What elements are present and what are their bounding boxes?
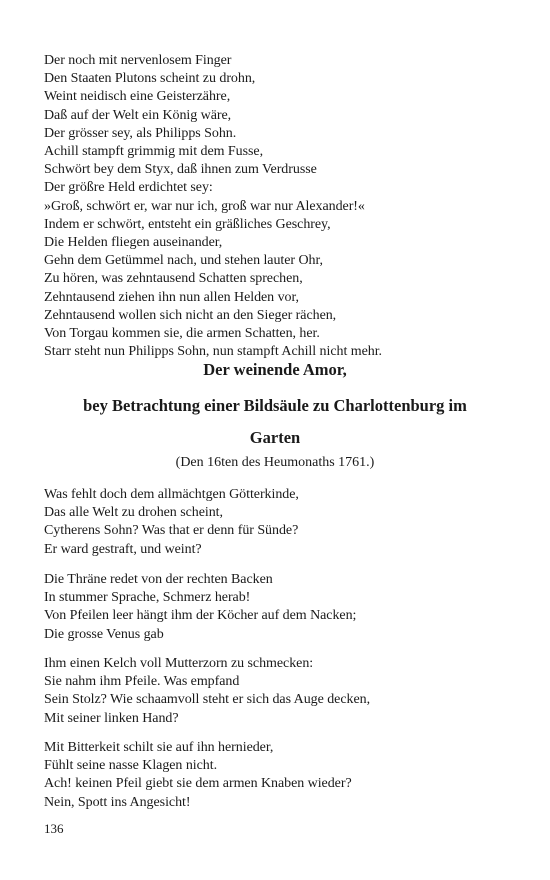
verse-line: Die Helden fliegen auseinander, bbox=[44, 235, 223, 251]
verse-line: Ihm einen Kelch voll Mutterzorn zu schmecken: bbox=[44, 656, 314, 671]
verse-line: Er ward gestraft, und weint? bbox=[44, 541, 202, 557]
poem-title-continuation: bey Betrachtung einer Bildsäule zu Charlottenburg im bbox=[83, 396, 467, 415]
poem-verse bbox=[44, 52, 382, 361]
verse-line: Daß auf der Welt ein König wäre, bbox=[44, 107, 232, 123]
stanza bbox=[44, 655, 370, 728]
verse-line: Weint neidisch eine Geisterzähre, bbox=[44, 89, 231, 105]
verse-line: Ach! keinen Pfeil giebt sie dem armen Knaben wieder? bbox=[44, 776, 352, 792]
verse-line: Sein Stolz? Wie schaamvoll steht er sich das Auge decken, bbox=[44, 692, 371, 708]
verse-line: Was fehlt doch dem allmächtgen Götterkinde, bbox=[44, 487, 299, 502]
stanza bbox=[44, 571, 356, 644]
verse-line: Der noch mit nervenlosem Finger bbox=[44, 53, 232, 68]
verse-line: Der größre Held erdichtet sey: bbox=[44, 180, 213, 196]
verse-line: Schwört bey dem Styx, daß ihnen zum Verdrusse bbox=[44, 162, 317, 178]
verse-line: Von Torgau kommen sie, die armen Schatten, her. bbox=[44, 326, 320, 342]
verse-line: Der grösser sey, als Philipps Sohn. bbox=[44, 125, 237, 141]
poem-title: Der weinende Amor, bbox=[203, 360, 347, 379]
verse-line: Indem er schwört, entsteht ein gräßliches Geschrey, bbox=[44, 216, 331, 232]
verse-line: Zu hören, was zehntausend Schatten sprechen, bbox=[44, 271, 303, 287]
verse-line: Die grosse Venus gab bbox=[44, 626, 164, 642]
verse-line: Achill stampft grimmig mit dem Fusse, bbox=[44, 144, 264, 160]
stanza bbox=[44, 486, 299, 559]
page-number: 136 bbox=[44, 821, 64, 836]
verse-line: Mit seiner linken Hand? bbox=[44, 710, 179, 726]
verse-line: Den Staaten Plutons scheint zu drohn, bbox=[44, 71, 256, 87]
verse-line: Von Pfeilen leer hängt ihm der Köcher auf dem Nacken; bbox=[44, 608, 357, 624]
verse-line: Cytherens Sohn? Was that er denn für Sünde? bbox=[44, 523, 299, 539]
verse-line: Sie nahm ihm Pfeile. Was empfand bbox=[44, 674, 240, 690]
verse-line: Fühlt seine nasse Klagen nicht. bbox=[44, 758, 218, 774]
verse-line: Starr steht nun Philipps Sohn, nun stampft Achill nicht mehr. bbox=[44, 344, 382, 360]
stanza bbox=[44, 739, 352, 812]
verse-line: In stummer Sprache, Schmerz herab! bbox=[44, 590, 251, 606]
poem-title-continuation: Garten bbox=[249, 428, 301, 447]
verse-line: Nein, Spott ins Angesicht! bbox=[44, 794, 191, 810]
verse-line: Das alle Welt zu drohen scheint, bbox=[44, 505, 223, 521]
verse-line: Zehntausend wollen sich nicht an den Sieger rächen, bbox=[44, 307, 337, 323]
verse-line: Gehn dem Getümmel nach, und stehen lauter Ohr, bbox=[44, 253, 323, 269]
poem-date-subtitle: (Den 16ten des Heumonaths 1761.) bbox=[175, 455, 375, 470]
verse-line: Mit Bitterkeit schilt sie auf ihn hernieder, bbox=[44, 740, 274, 755]
verse-line: Zehntausend ziehen ihn nun allen Helden vor, bbox=[44, 289, 299, 305]
verse-line: Die Thräne redet von der rechten Backen bbox=[44, 572, 273, 587]
verse-line: »Groß, schwört er, war nur ich, groß war nur Alexander!« bbox=[44, 198, 365, 214]
